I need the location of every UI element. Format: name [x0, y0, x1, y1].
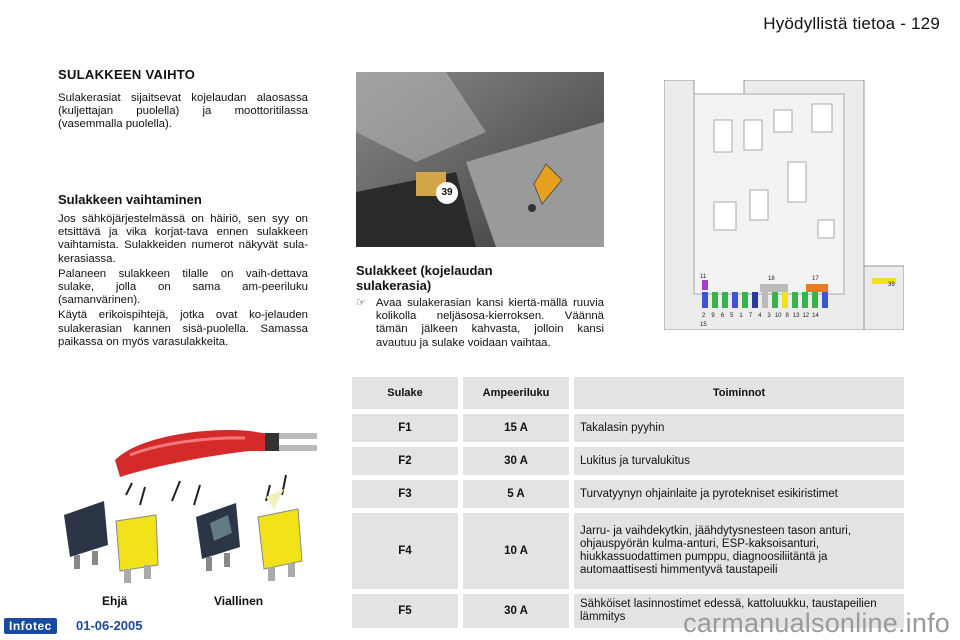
diagram-bottom-label: 6 [720, 313, 725, 319]
fuse-box-location-text [58, 92, 308, 134]
fuse-amp: 10 A [458, 513, 569, 589]
footer-date: 01-06-2005 [76, 618, 143, 633]
watermark: carmanualsonline.info [683, 608, 950, 638]
diagram-bottom-label: 14 [812, 313, 819, 319]
diagram-label-18: 18 [768, 276, 775, 282]
col-header-function: Toiminnot [569, 377, 904, 409]
table-row [352, 414, 904, 442]
fuse-id: F1 [352, 414, 458, 442]
fuse-function: Turvatyynyn ohjainlaite ja pyrotekniset esikiristimet [569, 480, 904, 508]
fuse-function: Jarru- ja vaihdekytkin, jäähdytysnesteen tason anturi, ohjauspyörän kulma-anturi, ESP-kaksoisanturi, hiukkassuodattimen pumppu, diagnoosiliitäntä ja automaattisesti himmentyvä taustapeili [569, 513, 904, 589]
diagram-bottom-label: 4 [758, 313, 762, 319]
fuse-amp: 5 A [458, 480, 569, 508]
replacing-fuse-p3: Käytä erikoispihtejä, jotka ovat ko-jelauden sulakerasian kannen sisä-puolella. Samassa paikassa on myös varasulakkeita. [58, 309, 308, 348]
diagram-label-39: 39 [888, 282, 895, 288]
diagram-bottom-label: 7 [748, 313, 753, 319]
diagram-bottom-label: 9 [711, 313, 715, 319]
diagram-bottom-label: 13 [792, 313, 800, 319]
diagram-label-17: 17 [812, 276, 819, 282]
col-header-ampere: Ampeeriluku [458, 377, 569, 409]
pointing-hand-icon: ☞ [356, 297, 366, 309]
fuse-function: Lukitus ja turvalukitus [569, 447, 904, 475]
diagram-bottom-label: 12 [802, 313, 810, 319]
infotec-badge: Infotec [4, 618, 57, 634]
open-cover-instruction-text: Avaa sulakerasian kansi kiertä-mällä ruuvia kolikolla neljäsosa-kierroksen. Väännä tämän jälkeen kahvasta, jolloin kansi avautuu ja sulake voidaan vaihtaa. [375, 297, 604, 349]
fuse-tongs-illustration [60, 405, 320, 595]
replacing-fuse-p1: Jos sähköjärjestelmässä on häiriö, sen syy on etsittävä ja vika korjat-tava ennen sulakkeen vaihtamista. Sulakkeiden numerot näkyvät sula-kerasiassa. [58, 213, 308, 265]
fuse-amp: 15 A [458, 414, 569, 442]
section-title-fuse-change: SULAKKEEN VAIHTO [58, 67, 196, 82]
diagram-label-15: 15 [700, 322, 707, 328]
fuse-id: F3 [352, 480, 458, 508]
diagram-bottom-label: 1 [739, 313, 743, 319]
intact-fuse-yellow-icon [116, 515, 158, 583]
fuse-function: Sähköiset lasinnostimet edessä, kattoluukku, taustapeilien lämmitys [569, 594, 904, 628]
fuse-function: Takalasin pyyhin [569, 414, 904, 442]
table-row [352, 480, 904, 508]
fuse-amp: 30 A [458, 447, 569, 475]
caption-intact: Ehjä [102, 594, 128, 608]
table-row [352, 513, 904, 589]
fuse-id: F2 [352, 447, 458, 475]
diagram-bottom-label: 8 [785, 313, 789, 319]
diagram-bottom-label: 3 [767, 313, 771, 319]
fuse-tongs-icon [115, 430, 317, 477]
section-title-replacing-fuse: Sulakkeen vaihtaminen [58, 192, 202, 207]
caption-blown: Viallinen [214, 594, 264, 608]
fuse-table [352, 372, 904, 633]
open-cover-instruction [356, 297, 604, 350]
col-header-fuse: Sulake [352, 377, 458, 409]
fuse-box-diagram [664, 80, 904, 330]
fuse-id: F5 [352, 594, 458, 628]
dashboard-fuse-box-photo [356, 72, 604, 247]
fuse-box-number-badge: 39 [436, 182, 458, 204]
fuse-id: F4 [352, 513, 458, 589]
section-title-dashboard-fuses-line2: sulakerasia) [356, 278, 432, 293]
blown-fuse-blue-icon [196, 503, 240, 571]
page-header: Hyödyllistä tietoa - 129 [763, 14, 940, 33]
section-title-dashboard-fuses [356, 263, 493, 293]
section-title-dashboard-fuses-line1: Sulakkeet (kojelaudan [356, 263, 493, 278]
blown-fuse-yellow-icon [258, 489, 302, 581]
intact-fuse-blue-icon [64, 501, 108, 569]
diagram-label-11: 11 [700, 274, 707, 280]
diagram-bottom-label: 10 [774, 313, 782, 319]
fuse-amp: 30 A [458, 594, 569, 628]
replacing-fuse-text [58, 213, 308, 351]
fuse-box-location-paragraph: Sulakerasiat sijaitsevat kojelaudan alaosassa (kuljettajan puolella) ja moottoritilassa (vasemmalla puolella). [58, 92, 308, 131]
diagram-bottom-label: 2 [702, 313, 706, 319]
replacing-fuse-p2: Palaneen sulakkeen tilalle on vaih-dettava sulake, jolla on sama am-peeriluku (samanvärinen). [58, 267, 308, 307]
table-row [352, 447, 904, 475]
fuse-table-header-row [352, 377, 904, 409]
diagram-bottom-label: 5 [730, 313, 734, 319]
